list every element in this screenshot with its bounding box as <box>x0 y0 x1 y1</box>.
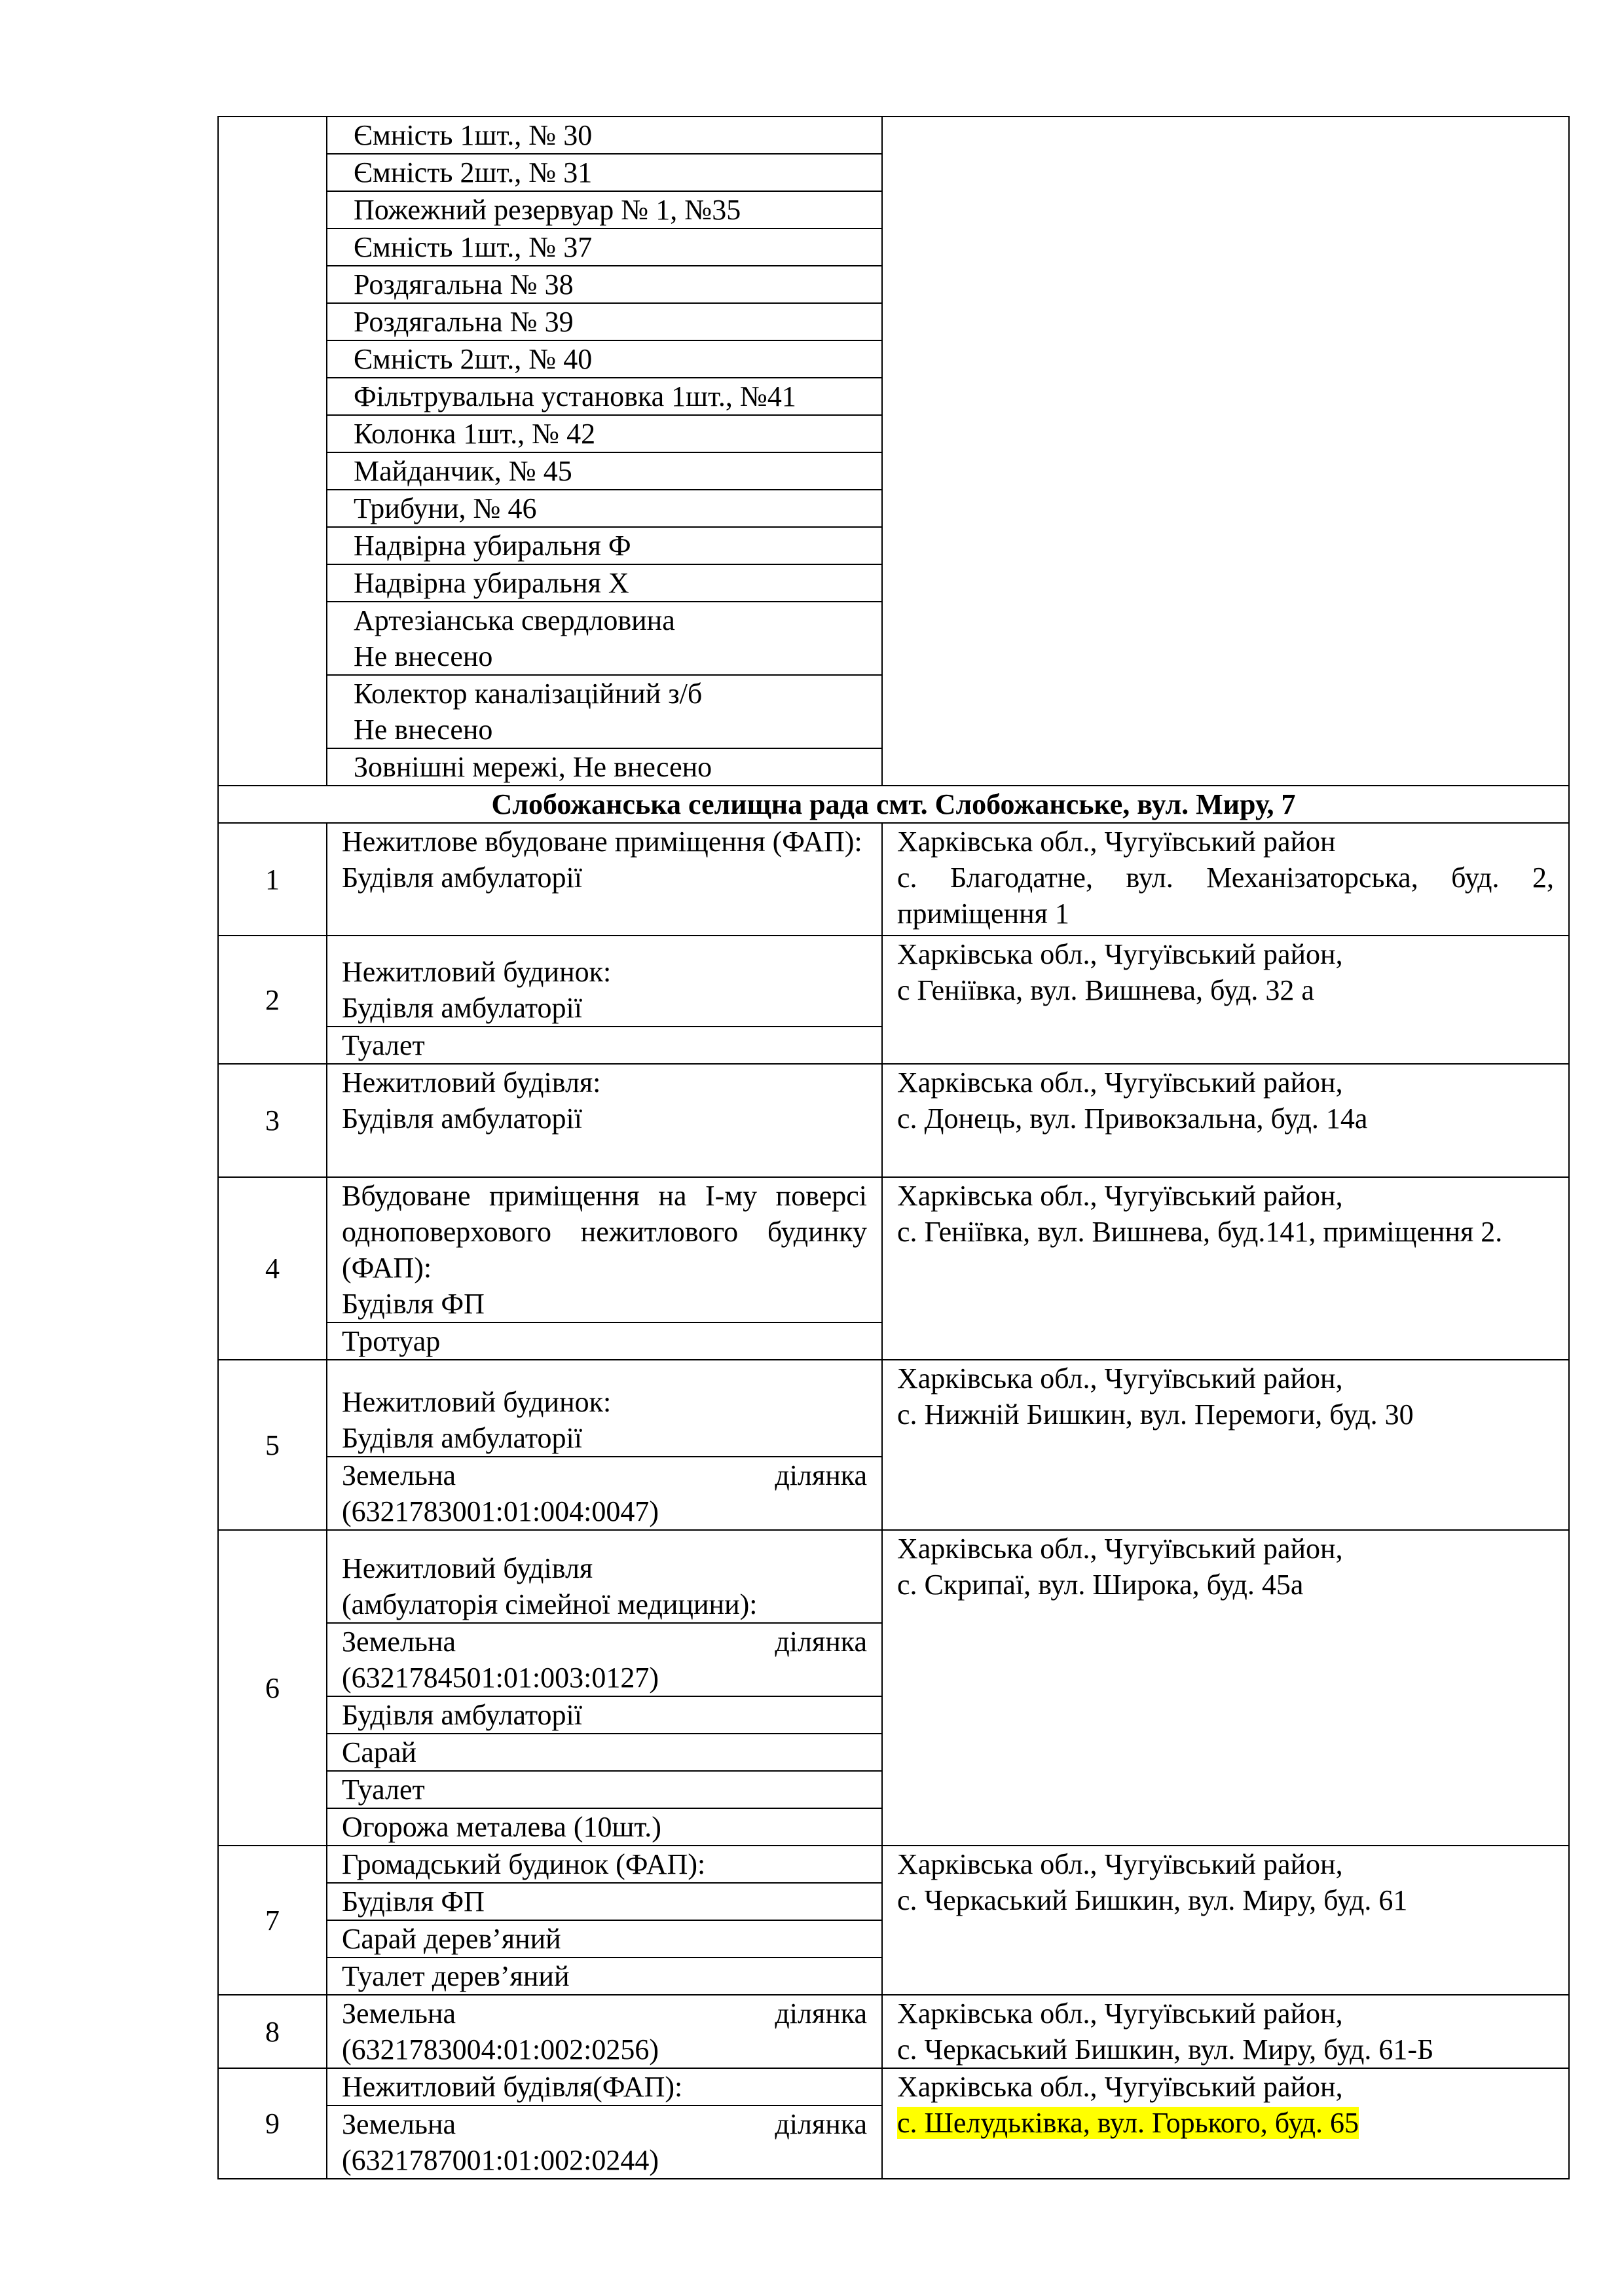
address-cell <box>882 1530 1569 1846</box>
address-line: с. Геніївка, вул. Вишнева, буд.141, приміщення 2. <box>897 1216 1503 1248</box>
object-cell: Трибуни, № 46 <box>327 490 882 527</box>
object-cell: Туалет <box>327 1027 882 1064</box>
table-row <box>218 1177 1569 1322</box>
object-cell: Земельна ділянка (6321783001:01:004:0047) <box>327 1457 882 1530</box>
row-number: 2 <box>218 936 327 1064</box>
object-line: Нежитлове вбудоване приміщення (ФАП): <box>342 826 862 858</box>
address-line: Харківська обл., Чугуївський район <box>897 826 1336 858</box>
address-cell <box>882 1064 1569 1177</box>
address-line: с Геніївка, вул. Вишнева, буд. 32 а <box>897 974 1314 1006</box>
object-line: Нежитловий будинок: <box>342 956 612 988</box>
address-line: с. Нижній Бишкин, вул. Перемоги, буд. 30 <box>897 1398 1414 1430</box>
object-line: Будівля ФП <box>342 1288 485 1320</box>
row-number: 3 <box>218 1064 327 1177</box>
object-cell: Майданчик, № 45 <box>327 452 882 490</box>
object-cell: Ємність 2шт., № 40 <box>327 340 882 378</box>
highlighted-text: с. Шелудьківка, вул. Горького, буд. 65 <box>897 2107 1359 2139</box>
object-cell <box>327 1177 882 1322</box>
object-cell: Туалет <box>327 1771 882 1808</box>
row-number: 9 <box>218 2068 327 2179</box>
object-cell: Пожежний резервуар № 1, №35 <box>327 191 882 228</box>
object-line: (амбулаторія сімейної медицини): <box>342 1588 758 1620</box>
address-line: Харківська обл., Чугуївський район, <box>897 938 1343 970</box>
row-number: 5 <box>218 1360 327 1530</box>
address-cell <box>882 1360 1569 1530</box>
object-cell <box>327 602 882 675</box>
object-cell: Нежитловий будівля(ФАП): <box>327 2068 882 2105</box>
object-line: Не внесено <box>354 714 493 746</box>
object-cell: Земельна ділянка (6321784501:01:003:0127) <box>327 1623 882 1696</box>
object-cell: Земельна ділянка (6321783004:01:002:0256) <box>327 1995 882 2068</box>
object-cell: Огорожа металева (10шт.) <box>327 1808 882 1846</box>
object-line: Артезіанська свердловина <box>354 604 675 636</box>
address-line-highlighted <box>897 2105 1554 2141</box>
address-cell <box>882 936 1569 1064</box>
object-cell <box>327 823 882 936</box>
row-number: 1 <box>218 823 327 936</box>
row-number: 8 <box>218 1995 327 2068</box>
address-line: с. Донець, вул. Привокзальна, буд. 14а <box>897 1102 1368 1135</box>
address-line: с. Черкаський Бишкин, вул. Миру, буд. 61 <box>897 1884 1408 1916</box>
object-line: Нежитловий будинок: <box>342 1386 612 1418</box>
object-cell <box>327 1064 882 1177</box>
table-row <box>218 1064 1569 1177</box>
row-number: 6 <box>218 1530 327 1846</box>
address-cell <box>882 117 1569 786</box>
object-line: Колектор каналізаційний з/б <box>354 678 703 710</box>
table-row <box>218 936 1569 1027</box>
address-cell <box>882 1177 1569 1360</box>
address-line: Харківська обл., Чугуївський район, <box>897 1848 1343 1880</box>
object-cell: Надвірна убиральня Ф <box>327 527 882 564</box>
table-row <box>218 117 1569 154</box>
object-cell: Будівля амбулаторії <box>327 1696 882 1734</box>
address-line: Харківська обл., Чугуївський район, <box>897 1362 1343 1394</box>
address-cell <box>882 1846 1569 1995</box>
object-cell <box>327 936 882 1027</box>
object-line: Нежитловий будівля: <box>342 1066 601 1099</box>
object-cell: Ємність 1шт., № 37 <box>327 228 882 266</box>
address-line: Харківська обл., Чугуївський район, <box>897 1066 1343 1099</box>
address-line: Харківська обл., Чугуївський район, <box>897 1997 1343 2030</box>
address-line: Харківська обл., Чугуївський район, <box>897 2071 1343 2103</box>
address-line: с. Черкаський Бишкин, вул. Миру, буд. 61-Б <box>897 2033 1434 2066</box>
object-line: Нежитловий будівля <box>342 1552 593 1584</box>
object-line: Будівля амбулаторії <box>342 862 582 894</box>
num-cell <box>218 117 327 786</box>
object-line: Вбудоване приміщення на І-му поверсі одноповерхового нежитлового будинку (ФАП): <box>342 1180 867 1284</box>
object-cell: Надвірна убиральня Х <box>327 564 882 602</box>
object-cell: Туалет дерев’яний <box>327 1958 882 1995</box>
object-cell <box>327 1360 882 1457</box>
property-table <box>217 116 1570 2179</box>
object-cell: Сарай <box>327 1734 882 1771</box>
object-cell: Тротуар <box>327 1322 882 1360</box>
table-row <box>218 1846 1569 1883</box>
row-number: 4 <box>218 1177 327 1360</box>
object-cell: Фільтрувальна установка 1шт., №41 <box>327 378 882 415</box>
object-cell: Колонка 1шт., № 42 <box>327 415 882 452</box>
address-line: с. Благодатне, вул. Механізаторська, буд. 2, приміщення 1 <box>897 862 1554 930</box>
table-row <box>218 1530 1569 1623</box>
object-cell: Ємність 2шт., № 31 <box>327 154 882 191</box>
object-cell: Зовнішні мережі, Не внесено <box>327 748 882 786</box>
document-page <box>217 116 1568 2179</box>
object-cell <box>327 675 882 748</box>
table-row <box>218 1360 1569 1457</box>
object-cell: Роздягальна № 39 <box>327 303 882 340</box>
object-cell: Земельна ділянка (6321787001:01:002:0244) <box>327 2105 882 2179</box>
address-line: с. Скрипаї, вул. Широка, буд. 45а <box>897 1569 1304 1601</box>
address-line: Харківська обл., Чугуївський район, <box>897 1180 1343 1212</box>
object-cell: Сарай дерев’яний <box>327 1920 882 1958</box>
section-header-row <box>218 786 1569 823</box>
address-cell <box>882 823 1569 936</box>
address-line: Харківська обл., Чугуївський район, <box>897 1533 1343 1565</box>
object-line: Будівля амбулаторії <box>342 1422 582 1454</box>
table-row <box>218 2068 1569 2105</box>
table-row <box>218 1995 1569 2068</box>
section-title: Слобожанська селищна рада смт. Слобожанське, вул. Миру, 7 <box>218 786 1569 823</box>
table-row <box>218 823 1569 936</box>
address-cell <box>882 1995 1569 2068</box>
address-cell <box>882 2068 1569 2179</box>
object-line: Будівля амбулаторії <box>342 992 582 1024</box>
object-cell <box>327 1530 882 1623</box>
object-line: Не внесено <box>354 640 493 672</box>
row-number: 7 <box>218 1846 327 1995</box>
object-cell: Будівля ФП <box>327 1883 882 1920</box>
object-cell: Громадський будинок (ФАП): <box>327 1846 882 1883</box>
object-cell: Ємність 1шт., № 30 <box>327 117 882 154</box>
object-cell: Роздягальна № 38 <box>327 266 882 303</box>
object-line: Будівля амбулаторії <box>342 1102 582 1135</box>
